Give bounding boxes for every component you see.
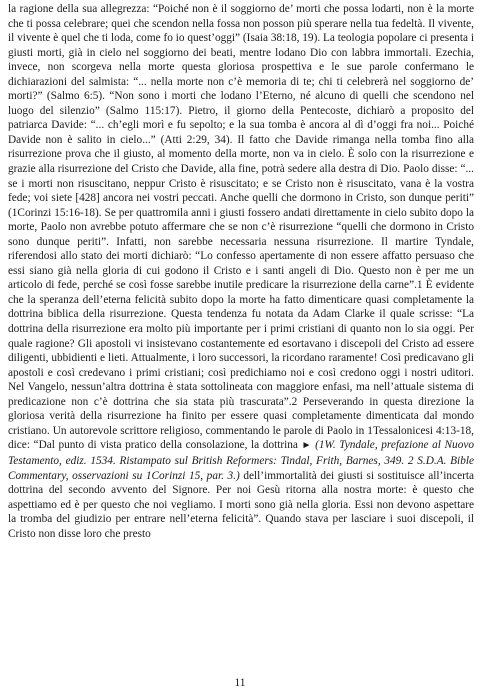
body-paragraph: [8, 2, 474, 541]
paragraph-text-after-note: dell’immortalità dei giusti si sostituisce all’incerta dottrina del secondo avvento del Signore. Per noi Gesù ritorna alla nostra morte: è questo che aspettiamo ed è per questo che noi vegliamo. I morti sono già nella gloria. Essi non devono aspettare la tromba del giudizio per entrare nell’eterna felicità”. Quando stava per lasciare i suoi discepoli, il Cristo non disse loro che presto: [8, 469, 474, 540]
footnote-arrow-icon[interactable]: ►: [301, 440, 312, 452]
paragraph-text-before-note: la ragione della sua allegrezza: “Poiché non è il soggiorno de’ morti che possa lodarti, non è la morte che ti possa celebrare; quei che scendon nella fossa non posson più sperare nella tua fedeltà. Il vivente, il vivente è quel che ti loda, come fo io quest’oggi” (Isaia 38:18, 19). La teologia popolare ci presenta i giusti morti, già in cielo nel soggiorno dei beati, mentre lodano Dio con labbra immortali. Ezechia, invece, non scorgeva nella morte questa gloriosa prospettiva e le sue parole confermano le dichiarazioni del salmista: “... nella morte non c’è memoria di te; chi ti celebrerà nel soggiorno de’ morti?” (Salmo 6:5). “Non sono i morti che lodano l’Eterno, né alcuno di quelli che scendono nel luogo del silenzio” (Salmo 115:17). Pietro, il giorno della Pentecoste, dichiarò a proposito del patriarca Davide: “... ch’egli morì e fu sepolto; e la sua tomba è ancora al dì d’oggi fra noi... Poiché Davide non è salito in cielo...” (Atti 2:29, 34). Il fatto che Davide rimanga nella tomba fino alla risurrezione prova che il giusto, al momento della morte, non va in cielo. È solo con la risurrezione e grazie alla risurrezione del Cristo che Davide, alla fine, potrà sedere alla destra di Dio. Paolo disse: “... se i morti non risuscitano, neppur Cristo è risuscitato; e se Cristo non è risuscitato, vana è la vostra fede; voi siete [428] ancora nei vostri peccati. Anche quelli che dormono in Cristo, son dunque periti” (1Corinzi 15:16-18). Se per quattromila anni i giusti fossero andati direttamente in cielo subito dopo la morte, Paolo non avrebbe potuto affermare che se non c’è risurrezione “quelli che dormono in Cristo sono dunque periti”. Infatti, non sarebbe necessaria nessuna risurrezione. Il martire Tyndale, riferendosi allo stato dei morti dichiarò: “Lo confesso apertamente di non essere affatto persuaso che essi siano già nella gloria di cui godono il Cristo e i santi angeli di Dio. Questo non è per me un articolo di fede, perché se così fosse sarebbe inutile predicare la risurrezione della carne”.1 È evidente che la speranza dell’eterna felicità subito dopo la morte ha fatto dimenticare quasi completamente la dottrina biblica della risurrezione. Questa tendenza fu notata da Adam Clarke il quale scrisse: “La dottrina della risurrezione era molto più importante per i primi cristiani di quanto non lo sia oggi. Per quale ragione? Gli apostoli vi insistevano costantemente ed esortavano i discepoli del Cristo ad essere diligenti, ubbidienti e lieti. Attualmente, i loro successori, la ricordano raramente! Così predicavano gli apostoli e così credevano i primi cristiani; così predichiamo noi e così credono oggi i nostri uditori. Nel Vangelo, nessun’altra dottrina è stata sottolineata con maggiore enfasi, ma nell’attuale sistema di predicazione non c’è dottrina che sia stata più trascurata”.2 Perseverando in questa direzione la gloriosa verità della risurrezione ha finito per essere quasi completamente dimenticata dal mondo cristiano. Un autorevole scrittore religioso, commentando le parole di Paolo in 1Tessalonicesi 4:13-18, dice: “Dal punto di vista pratico della consolazione, la dottrina: [8, 3, 474, 452]
document-page: [8, 2, 474, 541]
inline-footnote-text: (1W. Tyndale, prefazione al Nuovo Testamento, ediz. 1534. Ristampato sul British Reformers: Tindal, Frith, Barnes, 349. 2 S.D.A. Bible Commentary, osservazioni su 1Corinzi 15, par. 3.): [8, 439, 475, 482]
page-number: 11: [234, 677, 246, 689]
